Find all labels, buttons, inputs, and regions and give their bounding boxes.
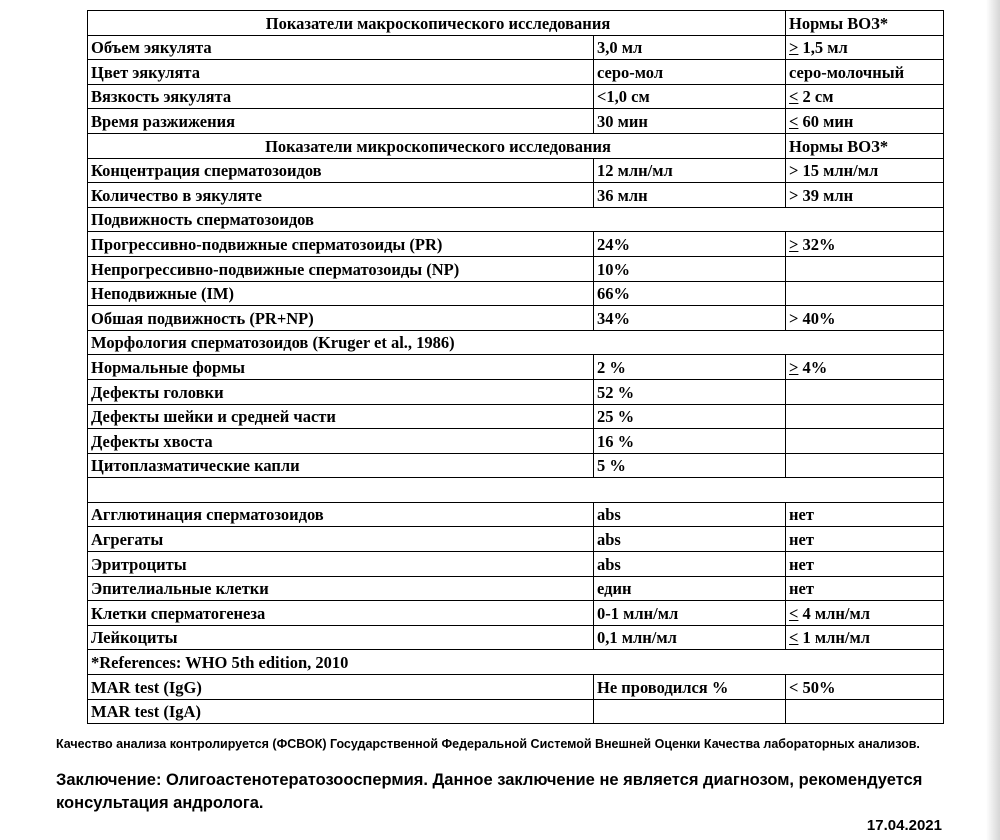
row-norm bbox=[786, 60, 944, 85]
row-value: 30 мин bbox=[594, 109, 786, 134]
empty-cell bbox=[88, 478, 944, 503]
row-value: 12 млн/мл bbox=[594, 158, 786, 183]
table-row bbox=[88, 232, 944, 257]
table-row bbox=[88, 35, 944, 60]
norm-sign: > bbox=[789, 38, 799, 58]
row-label: Дефекты шейки и средней части bbox=[88, 404, 594, 429]
row-label: Дефекты хвоста bbox=[88, 429, 594, 454]
table-row bbox=[88, 84, 944, 109]
table-row bbox=[88, 453, 944, 478]
norm-sign: > bbox=[789, 357, 799, 377]
row-label: Вязкость эякулята bbox=[88, 84, 594, 109]
row-norm: > 40% bbox=[786, 306, 944, 331]
norm-value: 4% bbox=[798, 357, 828, 377]
row-value: 10% bbox=[594, 256, 786, 281]
row-value: abs bbox=[594, 502, 786, 527]
row-norm bbox=[786, 379, 944, 404]
row-label: Агглютинация сперматозоидов bbox=[88, 502, 594, 527]
row-label: Концентрация сперматозоидов bbox=[88, 158, 594, 183]
row-norm bbox=[786, 453, 944, 478]
motility-title-row bbox=[88, 207, 944, 232]
norm-value: 1 млн/мл bbox=[798, 628, 871, 648]
row-label: MAR test (IgG) bbox=[88, 675, 594, 700]
table-row bbox=[88, 625, 944, 650]
row-label: Непрогрессивно-подвижные сперматозоиды (NP) bbox=[88, 256, 594, 281]
table-row bbox=[88, 404, 944, 429]
row-label: Количество в эякуляте bbox=[88, 183, 594, 208]
norm-value: 1,5 мл bbox=[798, 38, 848, 58]
row-value: 24% bbox=[594, 232, 786, 257]
row-label: Нормальные формы bbox=[88, 355, 594, 380]
row-value: 5 % bbox=[594, 453, 786, 478]
row-norm bbox=[786, 625, 944, 650]
table-row bbox=[88, 355, 944, 380]
table-row bbox=[88, 527, 944, 552]
morphology-title-row bbox=[88, 330, 944, 355]
row-label: Агрегаты bbox=[88, 527, 594, 552]
row-label: Эпителиальные клетки bbox=[88, 576, 594, 601]
row-label: Обшая подвижность (PR+NP) bbox=[88, 306, 594, 331]
row-label: Цвет эякулята bbox=[88, 60, 594, 85]
row-label: Эритроциты bbox=[88, 552, 594, 577]
row-label: Клетки сперматогенеза bbox=[88, 601, 594, 626]
row-value: 0-1 млн/мл bbox=[594, 601, 786, 626]
table-row bbox=[88, 256, 944, 281]
table-row bbox=[88, 60, 944, 85]
micro-header-row bbox=[88, 133, 944, 158]
row-label: MAR test (IgA) bbox=[88, 699, 594, 724]
norm-value: 4 млн/мл bbox=[798, 603, 871, 623]
row-label: Прогрессивно-подвижные сперматозоиды (PR) bbox=[88, 232, 594, 257]
row-norm bbox=[786, 109, 944, 134]
table-row bbox=[88, 429, 944, 454]
row-value: 66% bbox=[594, 281, 786, 306]
row-label: Объем эякулята bbox=[88, 35, 594, 60]
row-norm: > 15 млн/мл bbox=[786, 158, 944, 183]
row-norm bbox=[786, 404, 944, 429]
table-row bbox=[88, 306, 944, 331]
row-norm bbox=[786, 232, 944, 257]
table-row bbox=[88, 502, 944, 527]
row-value: един bbox=[594, 576, 786, 601]
row-norm bbox=[786, 84, 944, 109]
row-label: Лейкоциты bbox=[88, 625, 594, 650]
row-norm: нет bbox=[786, 527, 944, 552]
semen-analysis-table bbox=[87, 10, 944, 724]
row-value: 36 млн bbox=[594, 183, 786, 208]
row-value: 34% bbox=[594, 306, 786, 331]
row-norm bbox=[786, 429, 944, 454]
conclusion-text: Заключение: Олигоастенотератозооспермия. Данное заключение не является диагнозом, рекомендуется консультация андролога. bbox=[56, 771, 923, 812]
empty-separator-row bbox=[88, 478, 944, 503]
row-label: Дефекты головки bbox=[88, 379, 594, 404]
row-norm bbox=[786, 699, 944, 724]
row-norm: нет bbox=[786, 552, 944, 577]
row-value: 3,0 мл bbox=[594, 35, 786, 60]
norm-sign: < bbox=[789, 87, 799, 107]
row-norm bbox=[786, 601, 944, 626]
macro-header-row bbox=[88, 11, 944, 36]
row-norm: < 50% bbox=[786, 675, 944, 700]
row-value: 52 % bbox=[594, 379, 786, 404]
row-value: серо-мол bbox=[594, 60, 786, 85]
micro-section-title: Показатели микроскопического исследования bbox=[88, 133, 786, 158]
norm-sign: < bbox=[789, 603, 799, 623]
row-norm bbox=[786, 355, 944, 380]
table-row bbox=[88, 158, 944, 183]
row-value: 16 % bbox=[594, 429, 786, 454]
macro-section-title: Показатели макроскопического исследования bbox=[88, 11, 786, 36]
row-label: Время разжижения bbox=[88, 109, 594, 134]
references-row bbox=[88, 650, 944, 675]
row-norm bbox=[786, 35, 944, 60]
row-value: abs bbox=[594, 527, 786, 552]
micro-norm-header: Нормы ВОЗ* bbox=[786, 133, 944, 158]
macro-norm-header: Нормы ВОЗ* bbox=[786, 11, 944, 36]
norm-value: 32% bbox=[798, 234, 836, 254]
row-norm bbox=[786, 256, 944, 281]
table-row bbox=[88, 109, 944, 134]
row-value: 0,1 млн/мл bbox=[594, 625, 786, 650]
row-norm bbox=[786, 281, 944, 306]
morphology-section-title: Морфология сперматозоидов (Kruger et al., 1986) bbox=[88, 330, 944, 355]
norm-sign: < bbox=[789, 111, 799, 131]
table-row bbox=[88, 576, 944, 601]
row-norm: нет bbox=[786, 502, 944, 527]
table-row bbox=[88, 379, 944, 404]
table-row bbox=[88, 601, 944, 626]
norm-value: серо-молочный bbox=[789, 62, 905, 82]
table-row bbox=[88, 699, 944, 724]
motility-section-title: Подвижность сперматозоидов bbox=[88, 207, 944, 232]
row-label: Цитоплазматические капли bbox=[88, 453, 594, 478]
row-norm: > 39 млн bbox=[786, 183, 944, 208]
table-row bbox=[88, 183, 944, 208]
row-value: Не проводился % bbox=[594, 675, 786, 700]
table-row bbox=[88, 675, 944, 700]
quality-control-note: Качество анализа контролируется (ФСВОК) Государственной Федеральной Системой Внешней Оценки Качества лабораторных анализов. bbox=[56, 737, 920, 751]
row-value bbox=[594, 699, 786, 724]
norm-sign: > bbox=[789, 234, 799, 254]
norm-value: 60 мин bbox=[798, 111, 854, 131]
report-date: 17.04.2021 bbox=[866, 817, 942, 834]
row-value: <1,0 см bbox=[594, 84, 786, 109]
row-label: Неподвижные (IM) bbox=[88, 281, 594, 306]
row-value: 25 % bbox=[594, 404, 786, 429]
page-edge-shadow bbox=[986, 0, 1000, 840]
table-row bbox=[88, 281, 944, 306]
table-row bbox=[88, 552, 944, 577]
row-value: 2 % bbox=[594, 355, 786, 380]
norm-sign: < bbox=[789, 628, 799, 648]
references-text: *References: WHO 5th edition, 2010 bbox=[88, 650, 944, 675]
row-norm: нет bbox=[786, 576, 944, 601]
row-value: abs bbox=[594, 552, 786, 577]
norm-value: 2 см bbox=[798, 87, 834, 107]
